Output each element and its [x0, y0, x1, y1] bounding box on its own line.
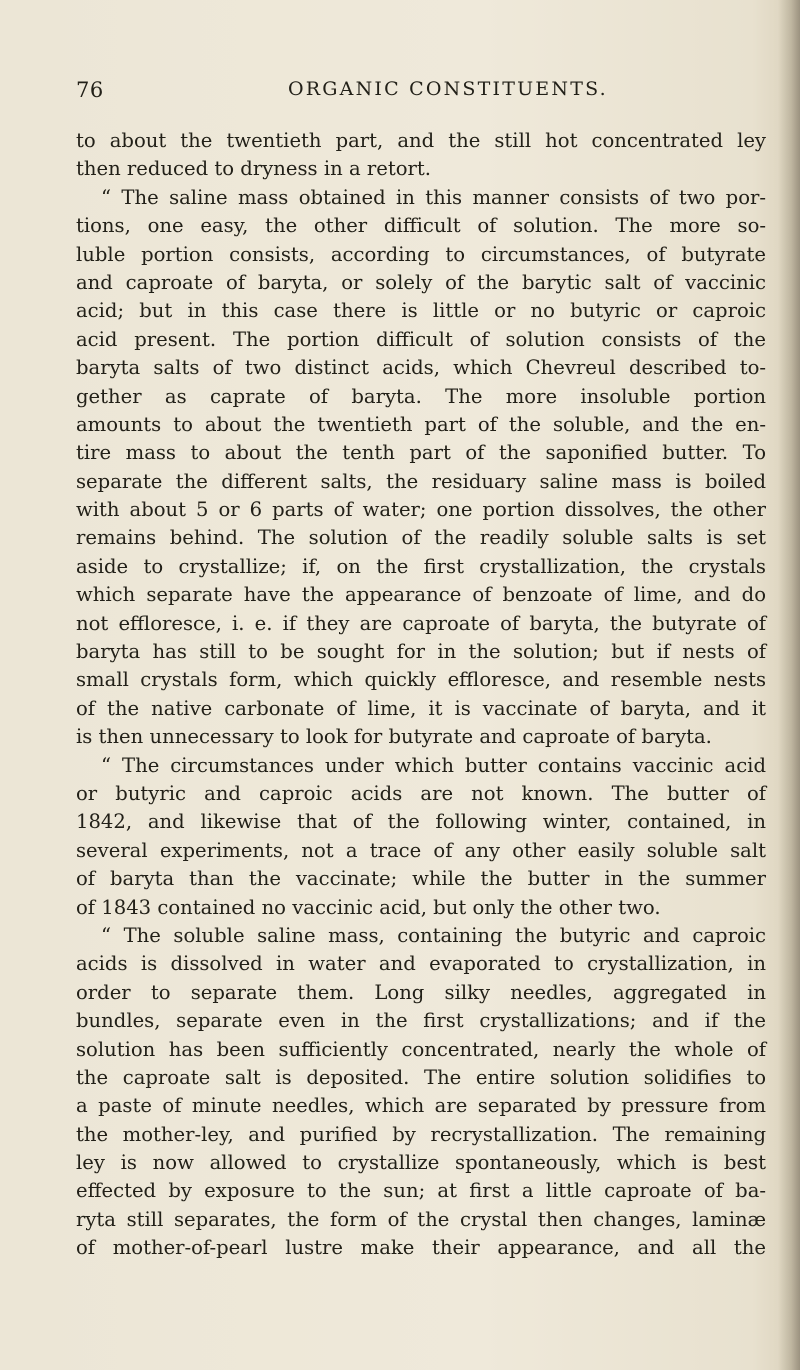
page-header	[76, 78, 766, 108]
text-line: of baryta than the vaccinate; while the butter in the summer	[76, 867, 766, 891]
text-line: ley is now allowed to crystallize spontaneously, which is best	[76, 1151, 766, 1175]
text-line: “ The circumstances under which butter contains vaccinic acid	[101, 753, 766, 777]
text-line: acids is dissolved in water and evaporated to crystallization, in	[76, 952, 766, 976]
text-line: or butyric and caproic acids are not known. The butter of	[76, 781, 766, 805]
text-line: with about 5 or 6 parts of water; one portion dissolves, the other	[76, 498, 766, 522]
text-line: luble portion consists, according to circumstances, of butyrate	[76, 242, 766, 266]
page-edge-shadow	[778, 0, 800, 1370]
text-line: to about the twentieth part, and the still hot concentrated ley	[76, 129, 766, 152]
text-line: the caproate salt is deposited. The entire solution solidifies to	[76, 1065, 766, 1089]
text-line: is then unnecessary to look for butyrate and caproate of baryta.	[76, 725, 712, 749]
text-line: which separate have the appearance of benzoate of lime, and do	[76, 583, 766, 607]
text-line: baryta has still to be sought for in the solution; but if nests of	[76, 640, 766, 664]
text-line: several experiments, not a trace of any other easily soluble salt	[76, 838, 766, 862]
text-line: baryta salts of two distinct acids, which Chevreul described to-	[76, 356, 766, 380]
text-line: a paste of minute needles, which are separated by pressure from	[76, 1094, 766, 1118]
text-line: remains behind. The solution of the readily soluble salts is set	[76, 526, 766, 550]
text-line: not effloresce, i. e. if they are caproate of baryta, the butyrate of	[76, 611, 766, 635]
text-line: and caproate of baryta, or solely of the barytic salt of vaccinic	[76, 270, 766, 294]
text-line: order to separate them. Long silky needles, aggregated in	[76, 980, 766, 1004]
text-line: “ The soluble saline mass, containing the butyric and caproic	[101, 923, 766, 947]
text-line: tire mass to about the tenth part of the saponified butter. To	[76, 441, 766, 465]
text-line: gether as caprate of baryta. The more insoluble portion	[76, 384, 766, 408]
text-line: amounts to about the twentieth part of the soluble, and the en-	[76, 412, 766, 436]
text-line: “ The saline mass obtained in this manner consists of two por-	[101, 185, 766, 209]
page-number: 76	[76, 78, 104, 102]
text-line: aside to crystallize; if, on the first crystallization, the crystals	[76, 554, 766, 578]
text-line: acid; but in this case there is little or no butyric or caproic	[76, 299, 766, 323]
text-line: bundles, separate even in the first crystallizations; and if the	[76, 1009, 766, 1033]
text-line: of the native carbonate of lime, it is vaccinate of baryta, and it	[76, 696, 766, 720]
text-line: 1842, and likewise that of the following winter, contained, in	[76, 810, 766, 834]
text-line: ryta still separates, the form of the crystal then changes, laminæ	[76, 1207, 766, 1231]
body-text	[76, 127, 766, 1263]
text-line: separate the different salts, the residuary saline mass is boiled	[76, 469, 766, 493]
text-line: acid present. The portion difficult of solution consists of the	[76, 327, 766, 351]
text-line: the mother-ley, and purified by recrystallization. The remaining	[76, 1122, 766, 1146]
text-line: small crystals form, which quickly effloresce, and resemble nests	[76, 668, 766, 692]
text-line: effected by exposure to the sun; at first a little caproate of ba-	[76, 1179, 766, 1203]
text-line: then reduced to dryness in a retort.	[76, 157, 431, 181]
text-line: of 1843 contained no vaccinic acid, but only the other two.	[76, 895, 661, 919]
running-head: ORGANIC CONSTITUENTS.	[288, 78, 608, 100]
text-line: of mother-of-pearl lustre make their appearance, and all the	[76, 1236, 766, 1260]
text-line: solution has been sufficiently concentrated, nearly the whole of	[76, 1037, 766, 1061]
text-line: tions, one easy, the other difficult of solution. The more so-	[76, 214, 766, 238]
